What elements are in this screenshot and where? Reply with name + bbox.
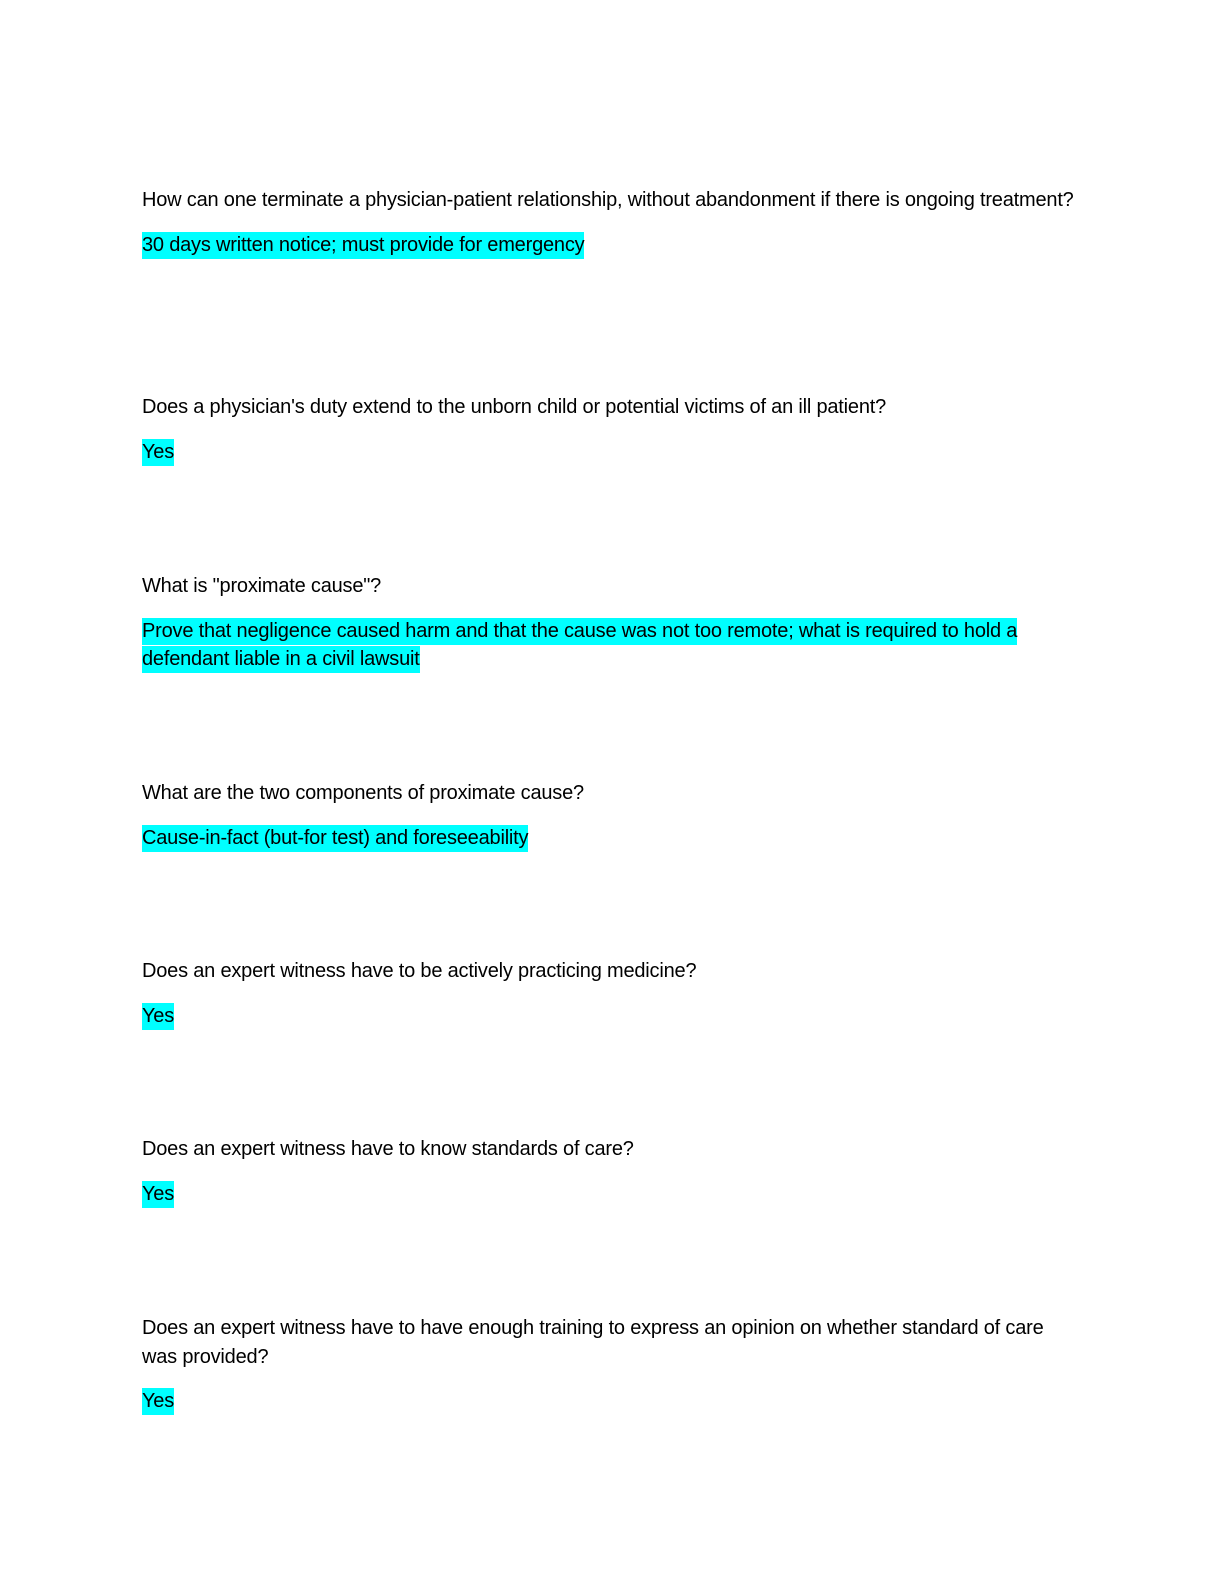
qa-item-6 bbox=[142, 1135, 1082, 1208]
qa-item-4 bbox=[142, 779, 1082, 852]
question-text: Does an expert witness have to know standards of care? bbox=[142, 1138, 634, 1160]
answer-text bbox=[142, 1387, 1082, 1416]
answer-text bbox=[142, 824, 1082, 853]
qa-item-2 bbox=[142, 393, 1082, 466]
question-text: Does a physician's duty extend to the unborn child or potential victims of an ill patient? bbox=[142, 396, 887, 418]
answer-highlight: 30 days written notice; must provide for emergency bbox=[142, 232, 584, 259]
question-text: How can one terminate a physician-patient relationship, without abandonment if there is ongoing treatment? bbox=[142, 189, 1074, 211]
question-text: What is "proximate cause"? bbox=[142, 575, 382, 597]
qa-item-1 bbox=[142, 186, 1082, 259]
answer-text bbox=[142, 231, 1082, 260]
question-text: What are the two components of proximate cause? bbox=[142, 782, 584, 804]
answer-text bbox=[142, 617, 1082, 674]
answer-highlight: Prove that negligence caused harm and that the cause was not too remote; what is required to hold a defendant liable in a civil lawsuit bbox=[142, 618, 1017, 674]
answer-highlight: Cause-in-fact (but-for test) and foreseeability bbox=[142, 825, 528, 852]
answer-text bbox=[142, 1180, 1082, 1209]
answer-highlight: Yes bbox=[142, 1181, 174, 1208]
answer-highlight: Yes bbox=[142, 1388, 174, 1415]
qa-item-5 bbox=[142, 957, 1082, 1030]
answer-text bbox=[142, 1002, 1082, 1031]
answer-highlight: Yes bbox=[142, 1003, 174, 1030]
question-text: Does an expert witness have to be actively practicing medicine? bbox=[142, 960, 697, 982]
answer-text bbox=[142, 438, 1082, 467]
answer-highlight: Yes bbox=[142, 439, 174, 466]
qa-item-3 bbox=[142, 572, 1082, 674]
qa-item-7 bbox=[142, 1314, 1082, 1416]
question-text: Does an expert witness have to have enough training to express an opinion on whether standard of care was provided? bbox=[142, 1317, 1044, 1368]
